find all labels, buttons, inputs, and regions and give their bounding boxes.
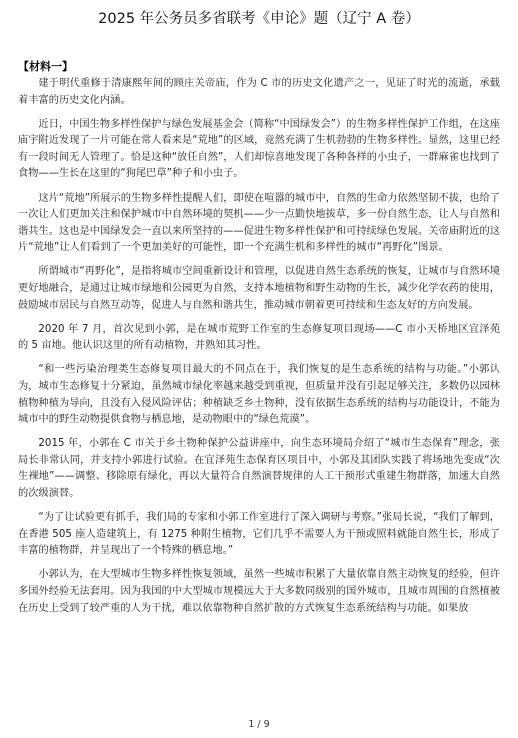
paragraph-3: 这片“荒地”所展示的生物多样性提醒人们，即使在喧嚣的城市中，自然的生命力依然坚韧不拔，也给了一次让人们更加关注和保护城市中自然环境的契机——少一点勤快地拔草，多一份自然生态，让人与自然和谐共生。这也是中国绿发会一直以来所坚持的——促进生物多样性保护和可持续绿色发展。关帝庙附近的这片“荒地”让人们看到了一个更加美好的可能性，即一个充满生机和多样性的城市“再野化”图景。 bbox=[18, 192, 500, 254]
paragraph-4: 所谓城市“再野化”，是指将城市空间重新设计和管理，以促进自然生态系统的恢复，让城市与自然环境更好地融合，是通过让城市绿地和公园更为自然，支持本地植物和野生动物的生长，减少化学农药的使用，鼓励城市居民与自然互动等，促进人与自然和谐共生，推动城市朝着更可持续和生态友好的方向发展。 bbox=[18, 266, 500, 311]
paragraph-2: 近日，中国生物多样性保护与绿色发展基金会（简称“中国绿发会”）的生物多样性保护工作组，在这座庙宇附近发现了一片可能在常人看来是“荒地”的区域，竟然充满了生机勃勃的生物多样性。显然，这里已经有一段时间无人管理了。恰是这种“放任自然”，人们却惊喜地发现了各种各样的小虫子，一群麻雀也找到了食物——生长在这里的“狗尾巴草”种子和小虫子。 bbox=[18, 118, 500, 180]
paragraph-7: 2015 年，小郭在 C 市关于乡土物种保护公益讲座中，向生态环境局介绍了“城市生态保育”理念，张局长非常认同，并支持小郭进行试验。在宜泽苑生态保育区项目中，小郭及其团队实践了将场地先变成“次生裸地”——调整、移除原有绿化，再以大量符合自然演替规律的人工干预形式重建生物群落，加速大自然的次级演替。 bbox=[18, 438, 500, 500]
paragraph-1: 建于明代重修于清康熙年间的顾庄关帝庙，作为 C 市的历史文化遗产之一，见证了时光的流逝，承载着丰富的历史文化内涵。 bbox=[18, 78, 500, 106]
paragraph-9: 小郭认为，在大型城市生物多样性恢复领域，虽然一些城市积累了大量依靠自然主动恢复的经验，但许多国外经验无法套用。因为我国的中大型城市规模远大于大多数同级别的国外城市，且城市周围的自然植被在历史上受到了较严重的人为干扰，难以依靠物种自然扩散的方式恢复生态系统结构与功能。如果放 bbox=[18, 569, 500, 614]
paragraph-5: 2020 年 7 月，首次见到小郭，是在城市荒野工作室的生态修复项目现场——C 市小天桥地区宜泽苑的 5 亩地。他认识这里的所有动植物，并熟知其习性。 bbox=[18, 323, 500, 352]
paragraph-8: “为了让试验更有抓手，我们局的专家和小郭工作室进行了深入调研与考察。”张局长说，“我们了解到，在香港 505 座人造建筑上，有 1275 种附生植物，它们几乎不需要人为干预或照料就能自然生长，形成了丰富的植物群，并呈现出了一个特殊的栖息地。” bbox=[18, 512, 500, 557]
section-heading: 【材料一】 bbox=[18, 60, 73, 73]
page-indicator: 1 / 9 bbox=[248, 719, 270, 730]
document-title: 2025 年公务员多省联考《申论》题（辽宁 A 卷） bbox=[98, 11, 420, 27]
document-body bbox=[18, 76, 500, 625]
paragraph-6: “和一些污染治理类生态修复项目最大的不同点在于，我们恢复的是生态系统的结构与功能。”小郭认为，城市生态修复十分紧迫，虽然城市绿化率越来越受到重视，但质量并没有引起足够关注，多数仍以园林植物种植为导向，且没有入侵风险评估；种植缺乏乡土物种，没有依据生态系统的结构与功能设计，不能为城市中的野生动物提供食物与栖息地，是动物眼中的“绿色荒漠”。 bbox=[18, 364, 500, 426]
